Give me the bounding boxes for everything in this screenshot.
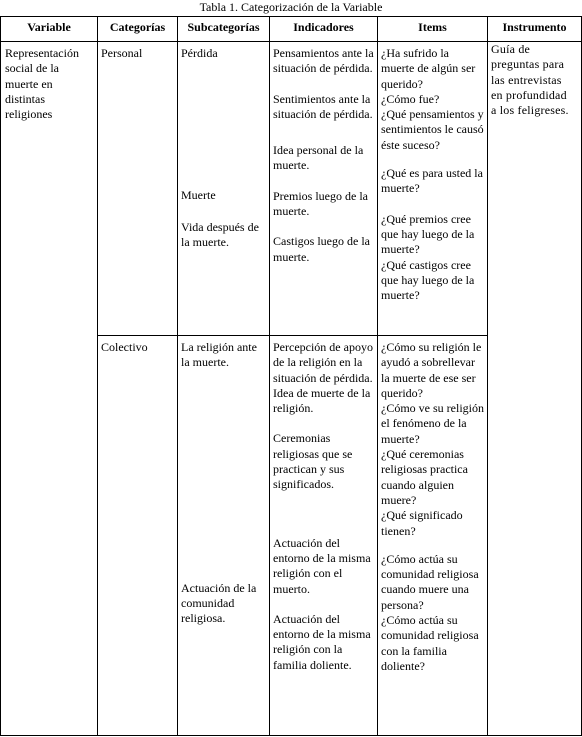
header-variable: Variable [1, 17, 98, 42]
subcategoria-text: Vida después de la muerte. [181, 219, 259, 249]
indicador-text: Actuación del entorno de la misma religión con el muerto. [273, 535, 371, 596]
indicador-text: Actuación del entorno de la misma religión con la familia doliente. [273, 611, 371, 672]
header-instrumento: Instrumento [488, 17, 582, 42]
header-row [1, 17, 582, 42]
indicador-text: Sentimientos ante la situación de pérdida. [273, 91, 373, 121]
item-text: ¿Qué premios cree que hay luego de la muerte? [381, 211, 475, 257]
variable-text: Representación social de la muerte en distintas religiones [5, 46, 79, 122]
items-cell [378, 336, 488, 736]
subcategoria-text: La religión ante la muerte. [181, 340, 257, 370]
item-text: ¿Cómo ve su religión el fenómeno de la muerte? [381, 401, 484, 446]
header-indicadores: Indicadores [270, 17, 378, 42]
subcategoria-cell [178, 336, 270, 736]
subcategoria-text: Pérdida [181, 46, 218, 60]
table-row [1, 42, 582, 336]
indicador-text: Premios luego de la muerte. [273, 188, 368, 219]
categorization-table [0, 16, 582, 736]
item-text: ¿Cómo su religión le ayudó a sobrellevar la muerte de ese ser querido? [381, 340, 482, 400]
item-text: ¿Qué castigos cree que hay luego de la muerte? [381, 257, 475, 303]
subcategoria-text: Muerte [181, 188, 216, 203]
items-cell [378, 42, 488, 336]
subcategoria-text: Actuación de la comunidad religiosa. [181, 580, 257, 626]
categoria-personal: Personal [98, 42, 178, 336]
indicadores-cell [270, 336, 378, 736]
item-text: ¿Qué es para usted la muerte? [381, 166, 483, 196]
categoria-colectivo: Colectivo [98, 336, 178, 736]
header-subcategorias: Subcategorías [178, 17, 270, 42]
indicador-text: Ceremonias religiosas que se practican y sus significados. [273, 431, 353, 492]
indicador-text: Castigos luego de la muerte. [273, 234, 370, 264]
item-text: ¿Cómo actúa su comunidad religiosa cuando muere una persona? [381, 551, 479, 612]
item-text: ¿Qué significado tienen? [381, 508, 463, 538]
variable-cell [1, 42, 98, 736]
item-text: ¿Ha sufrido la muerte de algún ser querido? [381, 46, 476, 91]
item-text: ¿Qué pensamientos y sentimientos le causó éste suceso? [381, 107, 484, 152]
header-categorias: Categorías [98, 17, 178, 42]
item-text: ¿Cómo fue? [381, 91, 440, 106]
instrumento-cell [488, 42, 582, 736]
table-caption: Tabla 1. Categorización de la Variable [199, 0, 383, 14]
item-text: ¿Cómo actúa su comunidad religiosa con la familia doliente? [381, 613, 479, 673]
indicador-text: Pensamientos ante la situación de pérdida. [273, 46, 374, 76]
indicador-text: Idea personal de la muerte. [273, 143, 364, 173]
indicadores-cell [270, 42, 378, 336]
instrumento-text: Guía de preguntas para las entrevistas en profundidad a los feligreses. [491, 42, 569, 118]
indicador-text: Idea de muerte de la religión. [273, 385, 371, 416]
indicador-text: Percepción de apoyo de la religión en la situación de pérdida. [273, 340, 373, 385]
header-items: Items [378, 17, 488, 42]
item-text: ¿Qué ceremonias religiosas practica cuando alguien muere? [381, 447, 468, 507]
subcategoria-cell [178, 42, 270, 336]
